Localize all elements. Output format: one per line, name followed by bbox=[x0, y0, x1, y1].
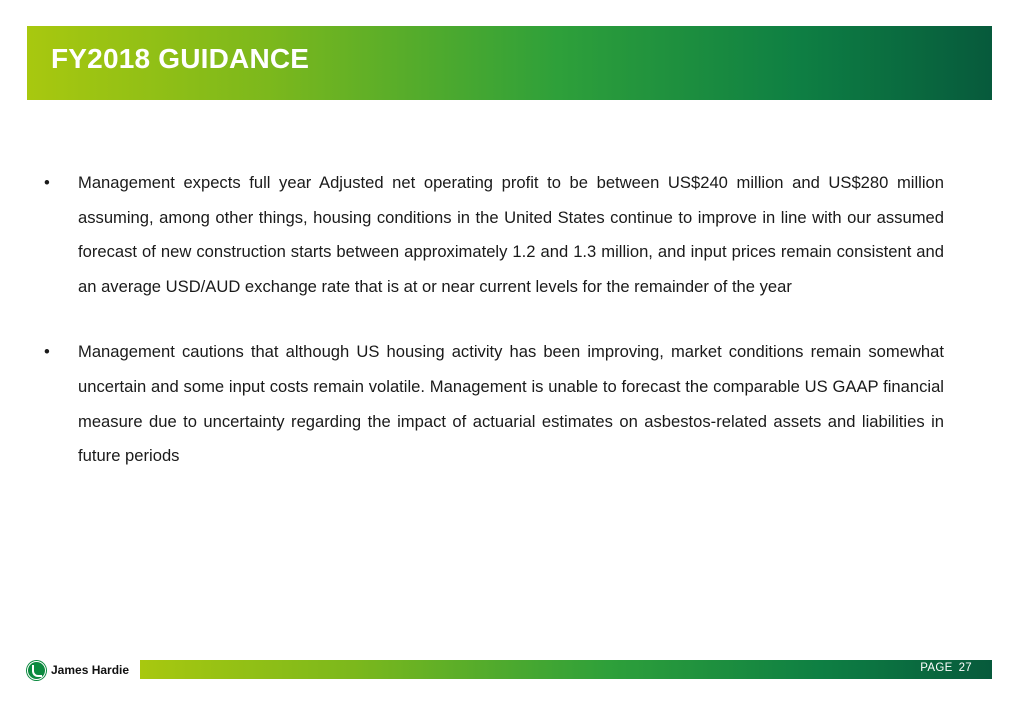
bullet-text: Management cautions that although US housing activity has been improving, market conditions remain somewhat uncertain and some input costs remain volatile. Management is unable to forecast the comparable US GAAP financial measure due to uncertainty regarding the impact of actuarial estimates on asbestos-related assets and liabilities in future periods bbox=[78, 342, 944, 466]
page-number: 27 bbox=[958, 662, 972, 674]
footer-bar bbox=[140, 660, 992, 679]
page-label: PAGE bbox=[920, 662, 953, 674]
bullet-item bbox=[44, 335, 944, 473]
logo-text: James Hardie bbox=[51, 663, 130, 677]
james-hardie-logo-icon bbox=[27, 661, 46, 680]
guidance-content bbox=[44, 166, 944, 505]
page-title: FY2018 GUIDANCE bbox=[51, 43, 310, 74]
bullet-text: Management expects full year Adjusted net operating profit to be between US$240 million and US$280 million assuming, among other things, housing conditions in the United States continue to improve in line with our assumed forecast of new construction starts between approximately 1.2 and 1.3 million, and input prices remain consistent and an average USD/AUD exchange rate that is at or near current levels for the remainder of the year bbox=[78, 173, 944, 296]
bullet-item bbox=[44, 166, 944, 304]
page-indicator bbox=[914, 662, 972, 674]
title-banner bbox=[27, 26, 992, 100]
company-logo bbox=[27, 660, 129, 680]
bullet-marker: • bbox=[44, 342, 50, 362]
bullet-marker: • bbox=[44, 173, 50, 192]
